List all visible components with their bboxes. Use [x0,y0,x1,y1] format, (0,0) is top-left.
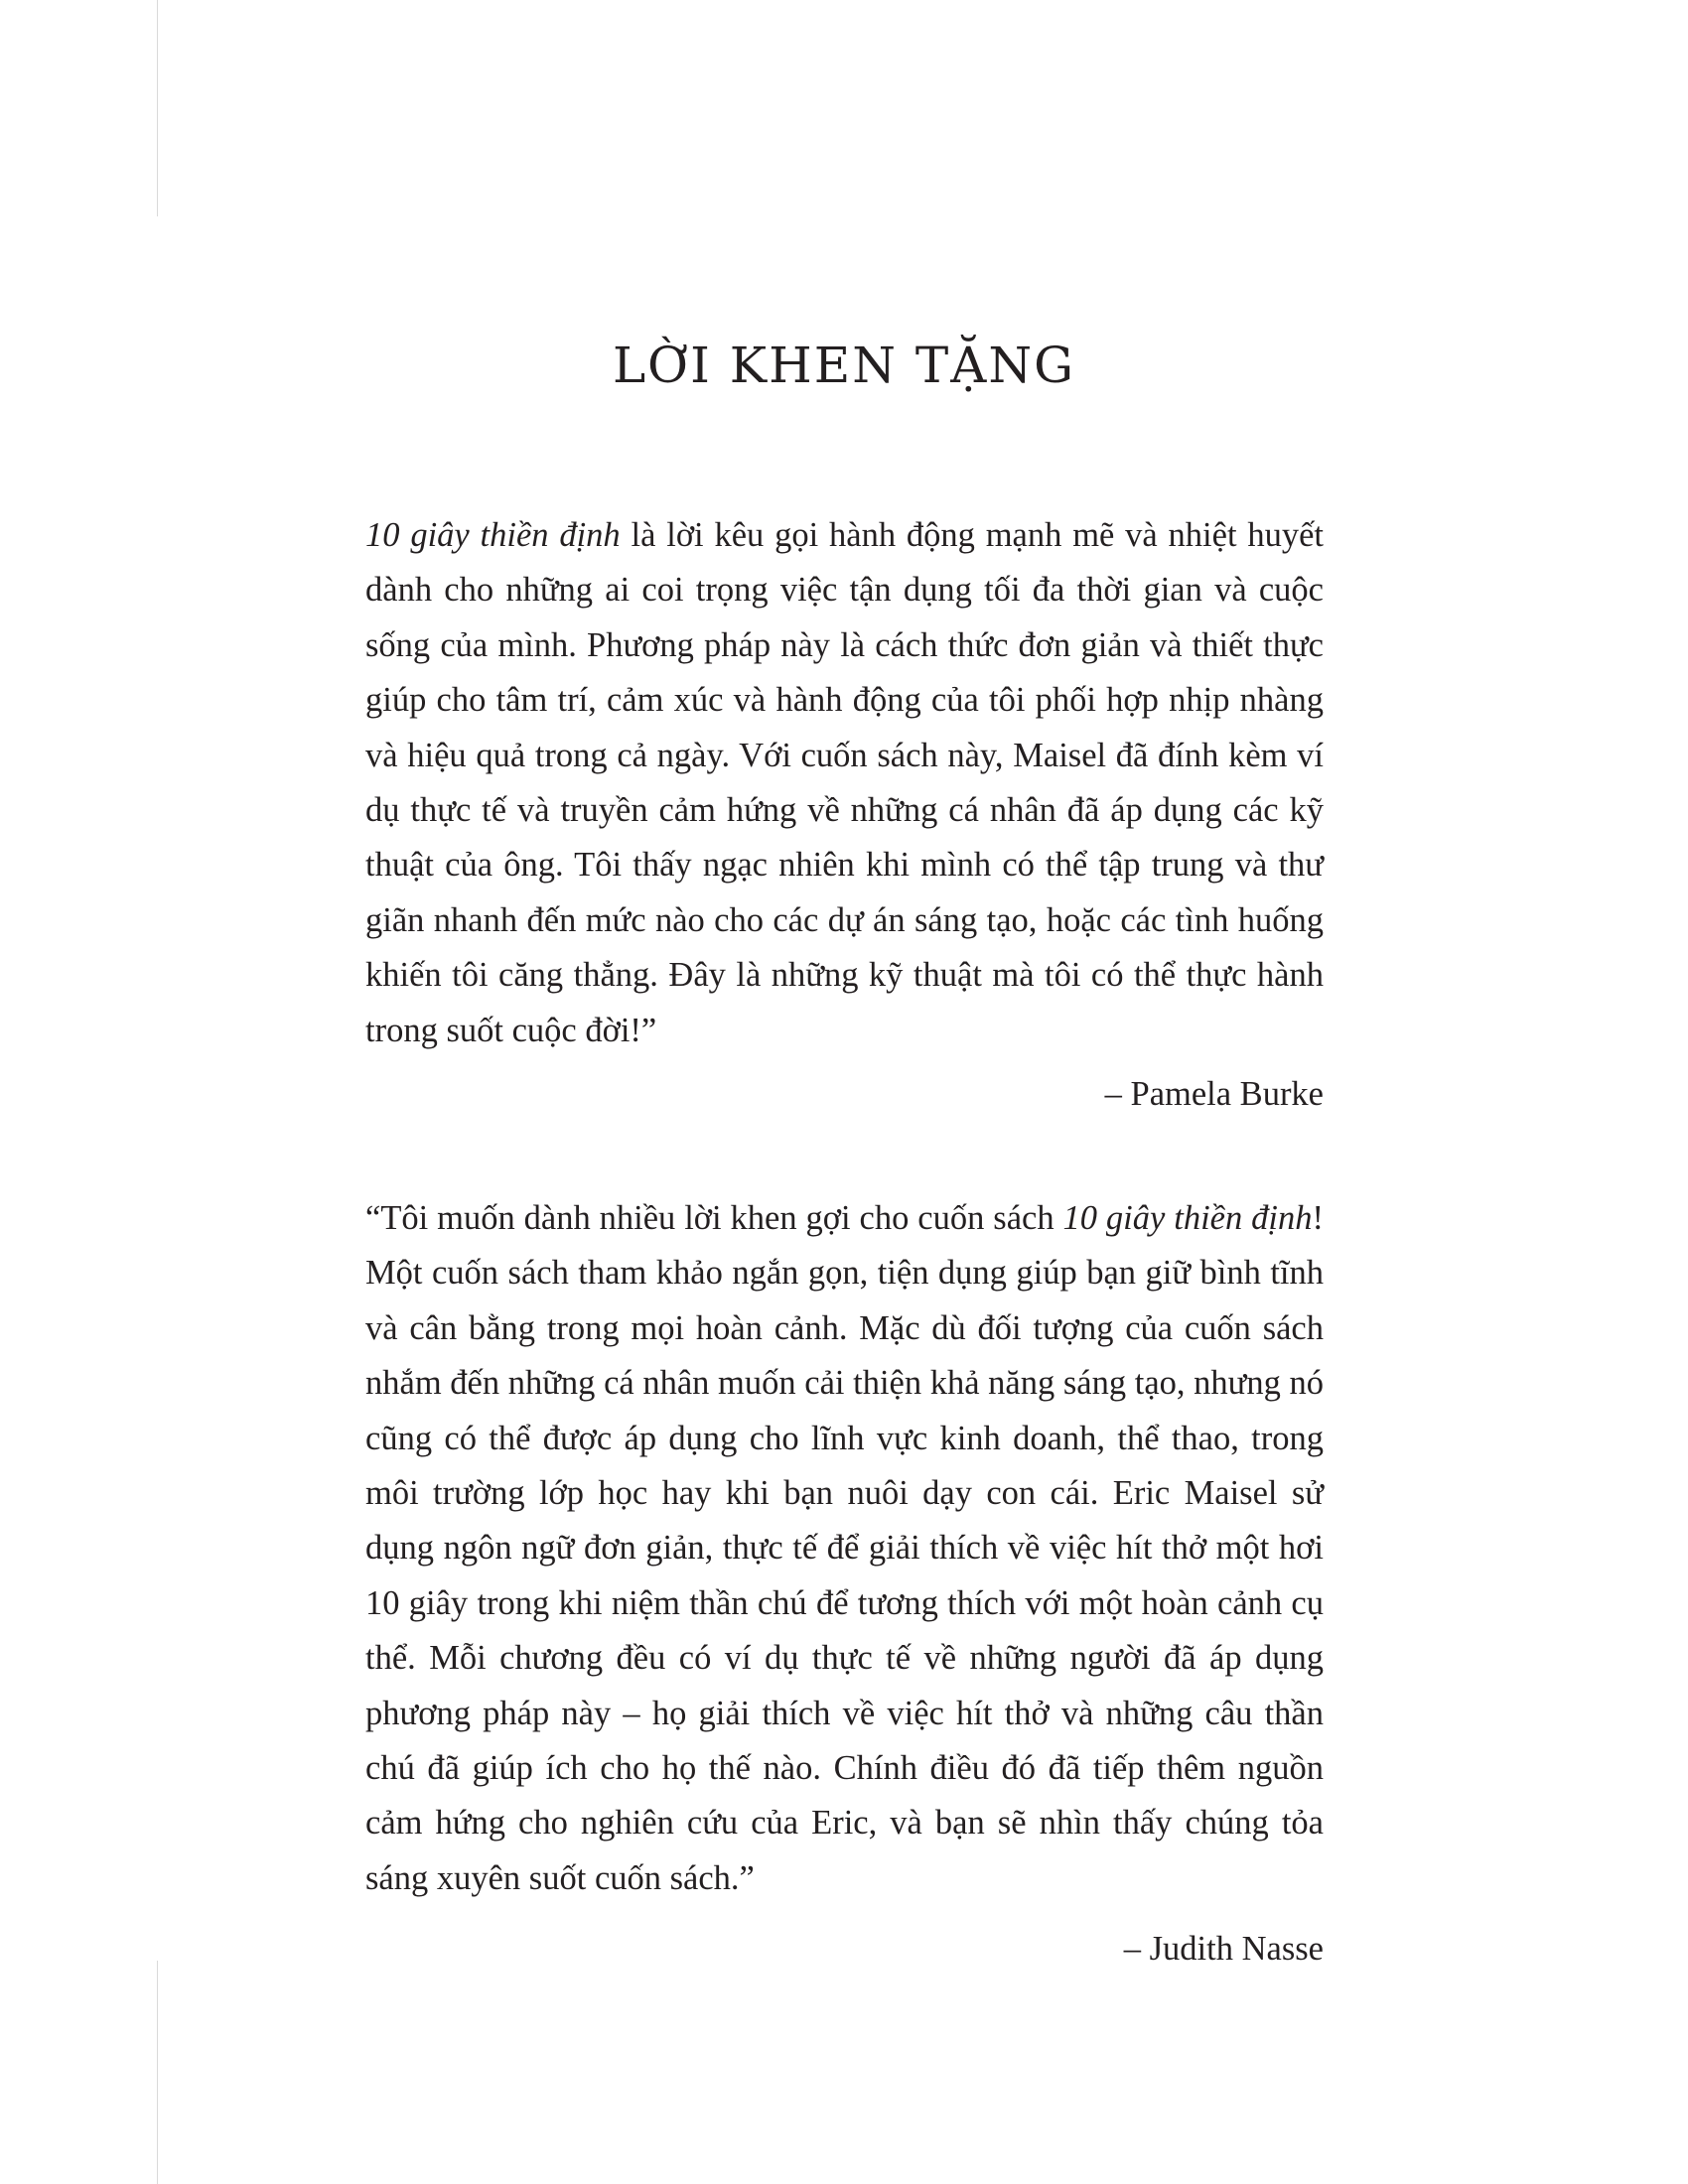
book-title-italic: 10 giây thiền định [1062,1199,1313,1237]
testimonial-1-attribution: – Pamela Burke [1104,1075,1324,1113]
crop-mark-bottom [157,1961,158,2184]
testimonial-2-body-start: “Tôi muốn dành nhiều lời khen gợi cho cuốn sách [365,1199,1063,1237]
testimonial-2-attribution: – Judith Nasse [1123,1930,1324,1968]
testimonial-2-body-end: ! Một cuốn sách tham khảo ngắn gọn, tiện dụng giúp bạn giữ bình tĩnh và cân bằng trong mọi hoàn cảnh. Mặc dù đối tượng của cuốn sách nhắm đến những cá nhân muốn cải thiện khả năng sáng tạo, nhưng nó cũng có thể được áp dụng cho lĩnh vực kinh doanh, thể thao, trong môi trường lớp học hay khi bạn nuôi dạy con cái. Eric Maisel sử dụng ngôn ngữ đơn giản, thực tế để giải thích về việc hít thở một hơi 10 giây trong khi niệm thần chú để tương thích với một hoàn cảnh cụ thể. Mỗi chương đều có ví dụ thực tế về những người đã áp dụng phương pháp này – họ giải thích về việc hít thở và những câu thần chú đã giúp ích cho họ thế nào. Chính điều đó đã tiếp thêm nguồn cảm hứng cho nghiên cứu của Eric, và bạn sẽ nhìn thấy chúng tỏa sáng xuyên suốt cuốn sách.” [365,1199,1324,1897]
testimonial-1 [365,508,1324,1058]
testimonial-1-text [365,508,1324,1058]
crop-mark-top [157,0,158,216]
testimonial-2-text [365,1191,1324,1906]
testimonial-1-body: là lời kêu gọi hành động mạnh mẽ và nhiệt huyết dành cho những ai coi trọng việc tận dụng tối đa thời gian và cuộc sống của mình. Phương pháp này là cách thức đơn giản và thiết thực giúp cho tâm trí, cảm xúc và hành động của tôi phối hợp nhịp nhàng và hiệu quả trong cả ngày. Với cuốn sách này, Maisel đã đính kèm ví dụ thực tế và truyền cảm hứng về những cá nhân đã áp dụng các kỹ thuật của ông. Tôi thấy ngạc nhiên khi mình có thể tập trung và thư giãn nhanh đến mức nào cho các dự án sáng tạo, hoặc các tình huống khiến tôi căng thẳng. Đây là những kỹ thuật mà tôi có thể thực hành trong suốt cuộc đời!” [365,516,1324,1049]
book-title-italic: 10 giây thiền định [365,516,621,554]
page-title: LỜI KHEN TẶNG [612,337,1076,394]
testimonial-2 [365,1191,1324,1906]
